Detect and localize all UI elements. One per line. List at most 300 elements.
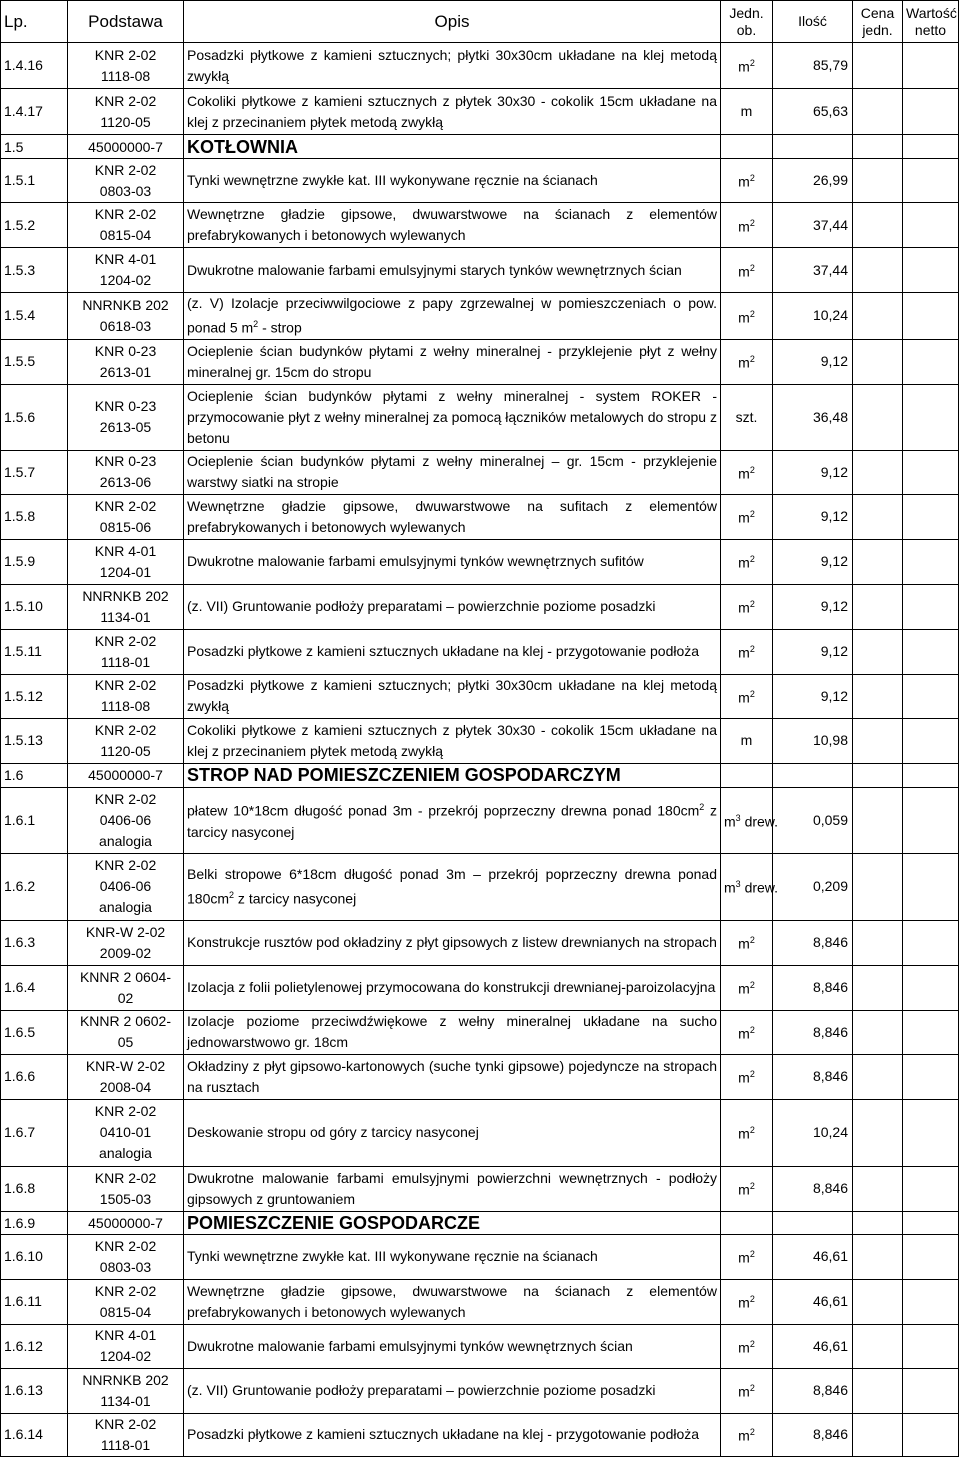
- cell-opis: Posadzki płytkowe z kamieni sztucznych układane na klej - przygotowanie podłoża: [184, 629, 721, 674]
- cell-jm: $m^2$: [721, 1324, 773, 1368]
- cell-kod: [68, 1010, 184, 1054]
- cell-ilosc: 8,846: [773, 1368, 853, 1413]
- section-row: [1, 763, 959, 787]
- cell-ilosc: 9,12: [773, 674, 853, 718]
- cell-jm: [721, 135, 773, 159]
- table-row: [1, 1166, 959, 1211]
- cell-kod: 45000000-7: [68, 135, 184, 159]
- kod-line: KNR 2-02: [94, 790, 157, 807]
- cell-lp: 1.6.4: [1, 965, 68, 1010]
- cell-ilosc: 0,209: [773, 853, 853, 920]
- cell-ilosc: 46,61: [773, 1234, 853, 1279]
- cell-jm: $m^2$: [721, 1368, 773, 1413]
- cell-ilosc: 9,12: [773, 339, 853, 384]
- cell-ilosc: 0,059: [773, 787, 853, 853]
- cell-kod: [68, 339, 184, 384]
- cell-jm: $m^2$: [721, 43, 773, 89]
- cell-jm: $m^2$: [721, 1099, 773, 1166]
- cell-jm: $m^2$: [721, 494, 773, 539]
- cell-wartosc: [903, 1211, 959, 1234]
- kod-line: 0618-03: [99, 317, 152, 334]
- kod-line: KNR-W 2-02: [85, 923, 166, 940]
- cell-wartosc: [903, 1010, 959, 1054]
- cell-wartosc: [903, 1054, 959, 1099]
- cell-lp: 1.5.13: [1, 718, 68, 763]
- cell-lp: 1.6: [1, 763, 68, 787]
- cell-jm: m: [721, 89, 773, 135]
- cell-kod: [68, 248, 184, 293]
- kod-line: KNR-W 2-02: [85, 1057, 166, 1074]
- cell-kod: [68, 674, 184, 718]
- cell-opis: Izolacje poziome przeciwdźwiękowe z wełny mineralnej układane na sucho jednowarstwowo gr. 18cm: [184, 1010, 721, 1054]
- cell-ilosc: [773, 763, 853, 787]
- table-row: [1, 853, 959, 920]
- cell-opis: Wewnętrzne gładzie gipsowe, dwuwarstwowe na ścianach z elementów prefabrykowanych i betonowych wylewanych: [184, 203, 721, 248]
- cell-jm: $m^2$: [721, 1010, 773, 1054]
- kod-line: 1120-05: [100, 113, 151, 130]
- header-podstawa: Podstawa: [68, 1, 184, 43]
- table-row: [1, 1413, 959, 1456]
- cell-opis: Wewnętrzne gładzie gipsowe, dwuwarstwowe na ścianach z elementów prefabrykowanych i betonowych wylewanych: [184, 1279, 721, 1324]
- cell-kod: [68, 1413, 184, 1456]
- kod-line: 1204-01: [99, 563, 152, 580]
- cell-ilosc: [773, 1211, 853, 1234]
- cell-wartosc: [903, 539, 959, 584]
- table-row: [1, 203, 959, 248]
- kod-line: KNNR 2 0604-: [79, 968, 172, 985]
- table-row: [1, 1279, 959, 1324]
- cell-opis: Ocieplenie ścian budynków płytami z wełny mineralnej - system ROKER - przymocowanie płyt z wełny mineralnej za pomocą łączników metalowych do stropu z betonu: [184, 384, 721, 450]
- cell-wartosc: [903, 920, 959, 965]
- kod-line: 2613-01: [99, 363, 152, 380]
- kod-line: 2613-05: [99, 419, 152, 436]
- kod-line: 1120-05: [100, 742, 151, 759]
- cell-ilosc: 46,61: [773, 1324, 853, 1368]
- kod-line: KNR 2-02: [94, 1169, 157, 1186]
- cell-jm: $m^2$: [721, 965, 773, 1010]
- table-row: [1, 293, 959, 340]
- kod-line: KNR 2-02: [94, 721, 157, 738]
- cell-opis: płatew 10*18cm długość ponad 3m - przekrój poprzeczny drewna ponad $180cm^2$ z tarcicy nasyconej: [184, 787, 721, 853]
- cell-cena: [853, 1234, 903, 1279]
- cell-kod: 45000000-7: [68, 763, 184, 787]
- cell-wartosc: [903, 384, 959, 450]
- cell-wartosc: [903, 1413, 959, 1456]
- cell-cena: [853, 584, 903, 629]
- cell-kod: [68, 965, 184, 1010]
- cell-wartosc: [903, 763, 959, 787]
- cell-wartosc: [903, 159, 959, 203]
- cell-cena: [853, 965, 903, 1010]
- cell-kod: [68, 450, 184, 494]
- cell-lp: 1.6.5: [1, 1010, 68, 1054]
- header-cena: Cena jedn.: [853, 1, 903, 43]
- kod-line: 1118-01: [100, 1436, 151, 1453]
- table-row: [1, 1010, 959, 1054]
- cell-kod: [68, 494, 184, 539]
- cell-wartosc: [903, 853, 959, 920]
- header-ilosc: Ilość: [773, 1, 853, 43]
- cell-wartosc: [903, 584, 959, 629]
- cell-kod: [68, 293, 184, 340]
- table-row: [1, 43, 959, 89]
- cell-lp: 1.6.13: [1, 1368, 68, 1413]
- kod-line: KNNR 2 0602-: [79, 1013, 172, 1030]
- cell-cena: [853, 539, 903, 584]
- cell-kod: [68, 384, 184, 450]
- cell-ilosc: 26,99: [773, 159, 853, 203]
- kod-line: KNR 2-02: [94, 857, 157, 874]
- cell-opis: Dwukrotne malowanie farbami emulsyjnymi tynków wewnętrznych sufitów: [184, 539, 721, 584]
- cell-jm: $m^2$: [721, 584, 773, 629]
- cell-kod: [68, 920, 184, 965]
- cell-opis: Dwukrotne malowanie farbami emulsyjnymi starych tynków wewnętrznych ścian: [184, 248, 721, 293]
- cell-jm: $m^2$: [721, 1413, 773, 1456]
- cell-jm: $m^3$ drew.: [721, 853, 773, 920]
- cell-opis: (z. VII) Gruntowanie podłoży preparatami – powierzchnie poziome posadzki: [184, 1368, 721, 1413]
- cell-opis: Tynki wewnętrzne zwykłe kat. III wykonywane ręcznie na ścianach: [184, 159, 721, 203]
- cell-jm: szt.: [721, 384, 773, 450]
- cell-ilosc: 10,98: [773, 718, 853, 763]
- cell-ilosc: 8,846: [773, 1166, 853, 1211]
- cell-lp: 1.5.1: [1, 159, 68, 203]
- cell-jm: $m^2$: [721, 293, 773, 340]
- cell-kod: 45000000-7: [68, 1211, 184, 1234]
- header-jedn: Jedn. ob.: [721, 1, 773, 43]
- kod-line: 1204-02: [99, 1348, 152, 1365]
- cell-kod: [68, 1099, 184, 1166]
- cell-jm: $m^2$: [721, 248, 773, 293]
- cell-jm: $m^2$: [721, 159, 773, 203]
- kod-line: 1204-02: [99, 272, 152, 288]
- cell-lp: 1.6.8: [1, 1166, 68, 1211]
- cell-lp: 1.6.6: [1, 1054, 68, 1099]
- cell-jm: $m^2$: [721, 674, 773, 718]
- cell-opis: Posadzki płytkowe z kamieni sztucznych układane na klej - przygotowanie podłoża: [184, 1413, 721, 1456]
- cell-jm: $m^2$: [721, 539, 773, 584]
- kod-line: 2008-04: [99, 1078, 152, 1095]
- table-row: [1, 1368, 959, 1413]
- cell-ilosc: 9,12: [773, 584, 853, 629]
- cell-opis: Ocieplenie ścian budynków płytami z wełny mineralnej – gr. 15cm - przyklejenie warstwy siatki na stropie: [184, 450, 721, 494]
- cell-cena: [853, 494, 903, 539]
- kod-line: KNR 2-02: [94, 1237, 157, 1254]
- cell-jm: $m^2$: [721, 339, 773, 384]
- cell-ilosc: 10,24: [773, 293, 853, 340]
- cell-lp: 1.6.11: [1, 1279, 68, 1324]
- kod-line: 1118-08: [100, 698, 151, 715]
- cell-opis: (z. V) Izolacje przeciwwilgociowe z papy zgrzewalnej w pomieszczeniach o pow. ponad 5 $m^2$ - strop: [184, 293, 721, 340]
- cell-opis: Wewnętrzne gładzie gipsowe, dwuwarstwowe na sufitach z elementów prefabrykowanych i betonowych wylewanych: [184, 494, 721, 539]
- cell-jm: $m^3$ drew.: [721, 787, 773, 853]
- table-row: [1, 159, 959, 203]
- cell-kod: [68, 1324, 184, 1368]
- table-row: [1, 965, 959, 1010]
- cell-kod: [68, 1166, 184, 1211]
- kod-line: 0815-06: [99, 518, 152, 535]
- cell-lp: 1.6.14: [1, 1413, 68, 1456]
- cell-wartosc: [903, 1166, 959, 1211]
- cell-ilosc: 37,44: [773, 248, 853, 293]
- cell-lp: 1.6.7: [1, 1099, 68, 1166]
- cell-cena: [853, 339, 903, 384]
- cell-opis: Dwukrotne malowanie farbami emulsyjnymi tynków wewnętrznych ścian: [184, 1324, 721, 1368]
- section-title: STROP NAD POMIESZCZENIEM GOSPODARCZYM: [184, 763, 721, 787]
- cell-kod: [68, 1054, 184, 1099]
- cell-cena: [853, 1413, 903, 1456]
- cell-cena: [853, 293, 903, 340]
- table-row: [1, 89, 959, 135]
- table-row: [1, 1054, 959, 1099]
- table-row: [1, 384, 959, 450]
- table-row: [1, 339, 959, 384]
- cell-cena: [853, 1010, 903, 1054]
- cell-cena: [853, 1324, 903, 1368]
- cell-cena: [853, 89, 903, 135]
- cell-lp: 1.5.6: [1, 384, 68, 450]
- table-row: [1, 1099, 959, 1166]
- kod-line: NNRNKB 202: [82, 1371, 169, 1388]
- kod-line: KNR 2-02: [94, 1282, 157, 1299]
- kod-line: KNR 0-23: [94, 398, 157, 415]
- cell-cena: [853, 1099, 903, 1166]
- cell-cena: [853, 1211, 903, 1234]
- cell-lp: 1.5.7: [1, 450, 68, 494]
- table-row: [1, 920, 959, 965]
- cell-jm: $m^2$: [721, 629, 773, 674]
- cell-cena: [853, 384, 903, 450]
- cell-lp: 1.6.9: [1, 1211, 68, 1234]
- cell-opis: (z. VII) Gruntowanie podłoży preparatami – powierzchnie poziome posadzki: [184, 584, 721, 629]
- cell-kod: [68, 539, 184, 584]
- cell-jm: $m^2$: [721, 1166, 773, 1211]
- cell-kod: [68, 43, 184, 89]
- kod-line: analogia: [99, 899, 152, 916]
- cell-lp: 1.4.17: [1, 89, 68, 135]
- section-title: KOTŁOWNIA: [184, 135, 721, 159]
- cell-cena: [853, 1054, 903, 1099]
- kod-line: 0815-04: [99, 227, 152, 243]
- cell-wartosc: [903, 674, 959, 718]
- cell-kod: [68, 718, 184, 763]
- kod-line: analogia: [99, 1145, 152, 1162]
- cell-opis: Belki stropowe 6*18cm długość ponad 3m – przekrój poprzeczny drewna ponad $180cm^2$ z tarcicy nasyconej: [184, 853, 721, 920]
- cell-cena: [853, 135, 903, 159]
- cell-kod: [68, 203, 184, 248]
- cell-jm: $m^2$: [721, 920, 773, 965]
- section-title: POMIESZCZENIE GOSPODARCZE: [184, 1211, 721, 1234]
- kod-line: KNR 2-02: [94, 92, 157, 109]
- kod-line: KNR 2-02: [94, 1103, 157, 1120]
- cell-lp: 1.5.9: [1, 539, 68, 584]
- cell-wartosc: [903, 494, 959, 539]
- cell-cena: [853, 203, 903, 248]
- table-row: [1, 674, 959, 718]
- kod-line: 1118-08: [100, 67, 151, 84]
- cell-lp: 1.6.12: [1, 1324, 68, 1368]
- table-body: [1, 43, 959, 1457]
- cell-cena: [853, 1368, 903, 1413]
- cell-wartosc: [903, 203, 959, 248]
- cell-lp: 1.5.8: [1, 494, 68, 539]
- cell-lp: 1.5.10: [1, 584, 68, 629]
- table-row: [1, 629, 959, 674]
- cell-cena: [853, 248, 903, 293]
- header-opis: Opis: [184, 1, 721, 43]
- table-row: [1, 787, 959, 853]
- cell-cena: [853, 920, 903, 965]
- cell-kod: [68, 1279, 184, 1324]
- kod-line: 0406-06: [99, 878, 152, 895]
- cell-jm: $m^2$: [721, 203, 773, 248]
- cell-ilosc: 36,48: [773, 384, 853, 450]
- cell-ilosc: [773, 135, 853, 159]
- cell-kod: [68, 89, 184, 135]
- cell-cena: [853, 629, 903, 674]
- cell-jm: [721, 763, 773, 787]
- cell-jm: [721, 1211, 773, 1234]
- cell-wartosc: [903, 629, 959, 674]
- kod-line: KNR 0-23: [94, 453, 157, 470]
- cell-wartosc: [903, 43, 959, 89]
- cell-kod: [68, 629, 184, 674]
- cell-wartosc: [903, 1234, 959, 1279]
- kod-line: 1118-01: [100, 653, 151, 670]
- cell-wartosc: [903, 339, 959, 384]
- cell-cena: [853, 787, 903, 853]
- section-row: [1, 1211, 959, 1234]
- cell-ilosc: 65,63: [773, 89, 853, 135]
- cell-opis: Dwukrotne malowanie farbami emulsyjnymi powierzchni wewnętrznych - podłoży gipsowych z gruntowaniem: [184, 1166, 721, 1211]
- cell-lp: 1.6.3: [1, 920, 68, 965]
- kod-line: 05: [117, 1034, 134, 1051]
- kod-line: KNR 2-02: [94, 1415, 157, 1432]
- cell-kod: [68, 853, 184, 920]
- cell-opis: Ocieplenie ścian budynków płytami z wełny mineralnej - przyklejenie płyt z wełny mineralnej gr. 15cm do stropu: [184, 339, 721, 384]
- cell-opis: Okładziny z płyt gipsowo-kartonowych (suche tynki gipsowe) pojedyncze na stropach na rusztach: [184, 1054, 721, 1099]
- cell-cena: [853, 853, 903, 920]
- kod-line: 1505-03: [99, 1190, 152, 1207]
- cell-kod: [68, 1234, 184, 1279]
- header-lp: Lp.: [1, 1, 68, 43]
- cell-ilosc: 8,846: [773, 1054, 853, 1099]
- cell-lp: 1.6.1: [1, 787, 68, 853]
- cell-wartosc: [903, 787, 959, 853]
- cell-cena: [853, 674, 903, 718]
- cell-opis: Posadzki płytkowe z kamieni sztucznych; płytki 30x30cm układane na klej metodą zwykłą: [184, 674, 721, 718]
- cell-lp: 1.6.2: [1, 853, 68, 920]
- kod-line: KNR 4-01: [94, 542, 157, 559]
- kod-line: 02: [117, 989, 134, 1006]
- cell-ilosc: 37,44: [773, 203, 853, 248]
- cell-opis: Cokoliki płytkowe z kamieni sztucznych z płytek 30x30 - cokolik 15cm układane na klej z przecinaniem płytek metodą zwykłą: [184, 718, 721, 763]
- cell-ilosc: 8,846: [773, 965, 853, 1010]
- cell-wartosc: [903, 135, 959, 159]
- cell-wartosc: [903, 293, 959, 340]
- header-row: [1, 1, 959, 43]
- kod-line: KNR 2-02: [94, 677, 157, 694]
- cell-wartosc: [903, 450, 959, 494]
- cell-ilosc: 8,846: [773, 1413, 853, 1456]
- cell-cena: [853, 763, 903, 787]
- cell-cena: [853, 718, 903, 763]
- header-wartosc: Wartość netto: [903, 1, 959, 43]
- kod-line: KNR 0-23: [94, 342, 157, 359]
- kod-line: KNR 2-02: [94, 632, 157, 649]
- cell-wartosc: [903, 1099, 959, 1166]
- cell-ilosc: 9,12: [773, 494, 853, 539]
- cell-wartosc: [903, 965, 959, 1010]
- cell-lp: 1.5.2: [1, 203, 68, 248]
- cell-opis: Deskowanie stropu od góry z tarcicy nasyconej: [184, 1099, 721, 1166]
- cell-ilosc: 85,79: [773, 43, 853, 89]
- kod-line: 0803-03: [99, 1258, 152, 1275]
- table-row: [1, 450, 959, 494]
- kod-line: 0803-03: [99, 182, 152, 199]
- cell-cena: [853, 159, 903, 203]
- cell-jm: $m^2$: [721, 450, 773, 494]
- cell-lp: 1.5.11: [1, 629, 68, 674]
- cell-jm: $m^2$: [721, 1054, 773, 1099]
- cell-ilosc: 9,12: [773, 539, 853, 584]
- cell-lp: 1.4.16: [1, 43, 68, 89]
- cell-lp: 1.5: [1, 135, 68, 159]
- table-row: [1, 584, 959, 629]
- cell-jm: $m^2$: [721, 1279, 773, 1324]
- table-row: [1, 1234, 959, 1279]
- table-row: [1, 539, 959, 584]
- kod-line: NNRNKB 202: [82, 587, 169, 604]
- cell-opis: Konstrukcje rusztów pod okładziny z płyt gipsowych z listew drewnianych na stropach: [184, 920, 721, 965]
- table-row: [1, 494, 959, 539]
- cell-wartosc: [903, 718, 959, 763]
- kod-line: 0815-04: [99, 1303, 152, 1320]
- cell-ilosc: 46,61: [773, 1279, 853, 1324]
- cell-opis: Cokoliki płytkowe z kamieni sztucznych z płytek 30x30 - cokolik 15cm układane na klej z przecinaniem płytek metodą zwykłą: [184, 89, 721, 135]
- kod-line: NNRNKB 202: [82, 296, 169, 313]
- cell-wartosc: [903, 1279, 959, 1324]
- kod-line: KNR 4-01: [94, 251, 157, 267]
- cell-opis: Izolacja z folii polietylenowej przymocowana do konstrukcji drewnianej-paroizolacyjna: [184, 965, 721, 1010]
- cell-ilosc: 9,12: [773, 450, 853, 494]
- cell-ilosc: 9,12: [773, 629, 853, 674]
- kod-line: KNR 4-01: [94, 1327, 157, 1344]
- cell-kod: [68, 584, 184, 629]
- cell-lp: 1.5.5: [1, 339, 68, 384]
- cell-ilosc: 8,846: [773, 920, 853, 965]
- table-row: [1, 1324, 959, 1368]
- cell-ilosc: 10,24: [773, 1099, 853, 1166]
- kod-line: KNR 2-02: [94, 206, 157, 222]
- kod-line: 0406-06: [99, 811, 152, 828]
- kod-line: KNR 2-02: [94, 161, 157, 178]
- cell-cena: [853, 1166, 903, 1211]
- cell-cena: [853, 450, 903, 494]
- cell-kod: [68, 159, 184, 203]
- kod-line: 2613-06: [99, 474, 152, 491]
- cell-opis: Posadzki płytkowe z kamieni sztucznych; płytki 30x30cm układane na klej metodą zwykłą: [184, 43, 721, 89]
- cell-cena: [853, 1279, 903, 1324]
- cell-kod: [68, 1368, 184, 1413]
- kod-line: 0410-01: [99, 1124, 152, 1141]
- cell-wartosc: [903, 248, 959, 293]
- cell-lp: 1.5.3: [1, 248, 68, 293]
- cell-jm: m: [721, 718, 773, 763]
- cell-wartosc: [903, 1324, 959, 1368]
- kod-line: KNR 2-02: [94, 46, 157, 63]
- cell-lp: 1.5.12: [1, 674, 68, 718]
- table-row: [1, 718, 959, 763]
